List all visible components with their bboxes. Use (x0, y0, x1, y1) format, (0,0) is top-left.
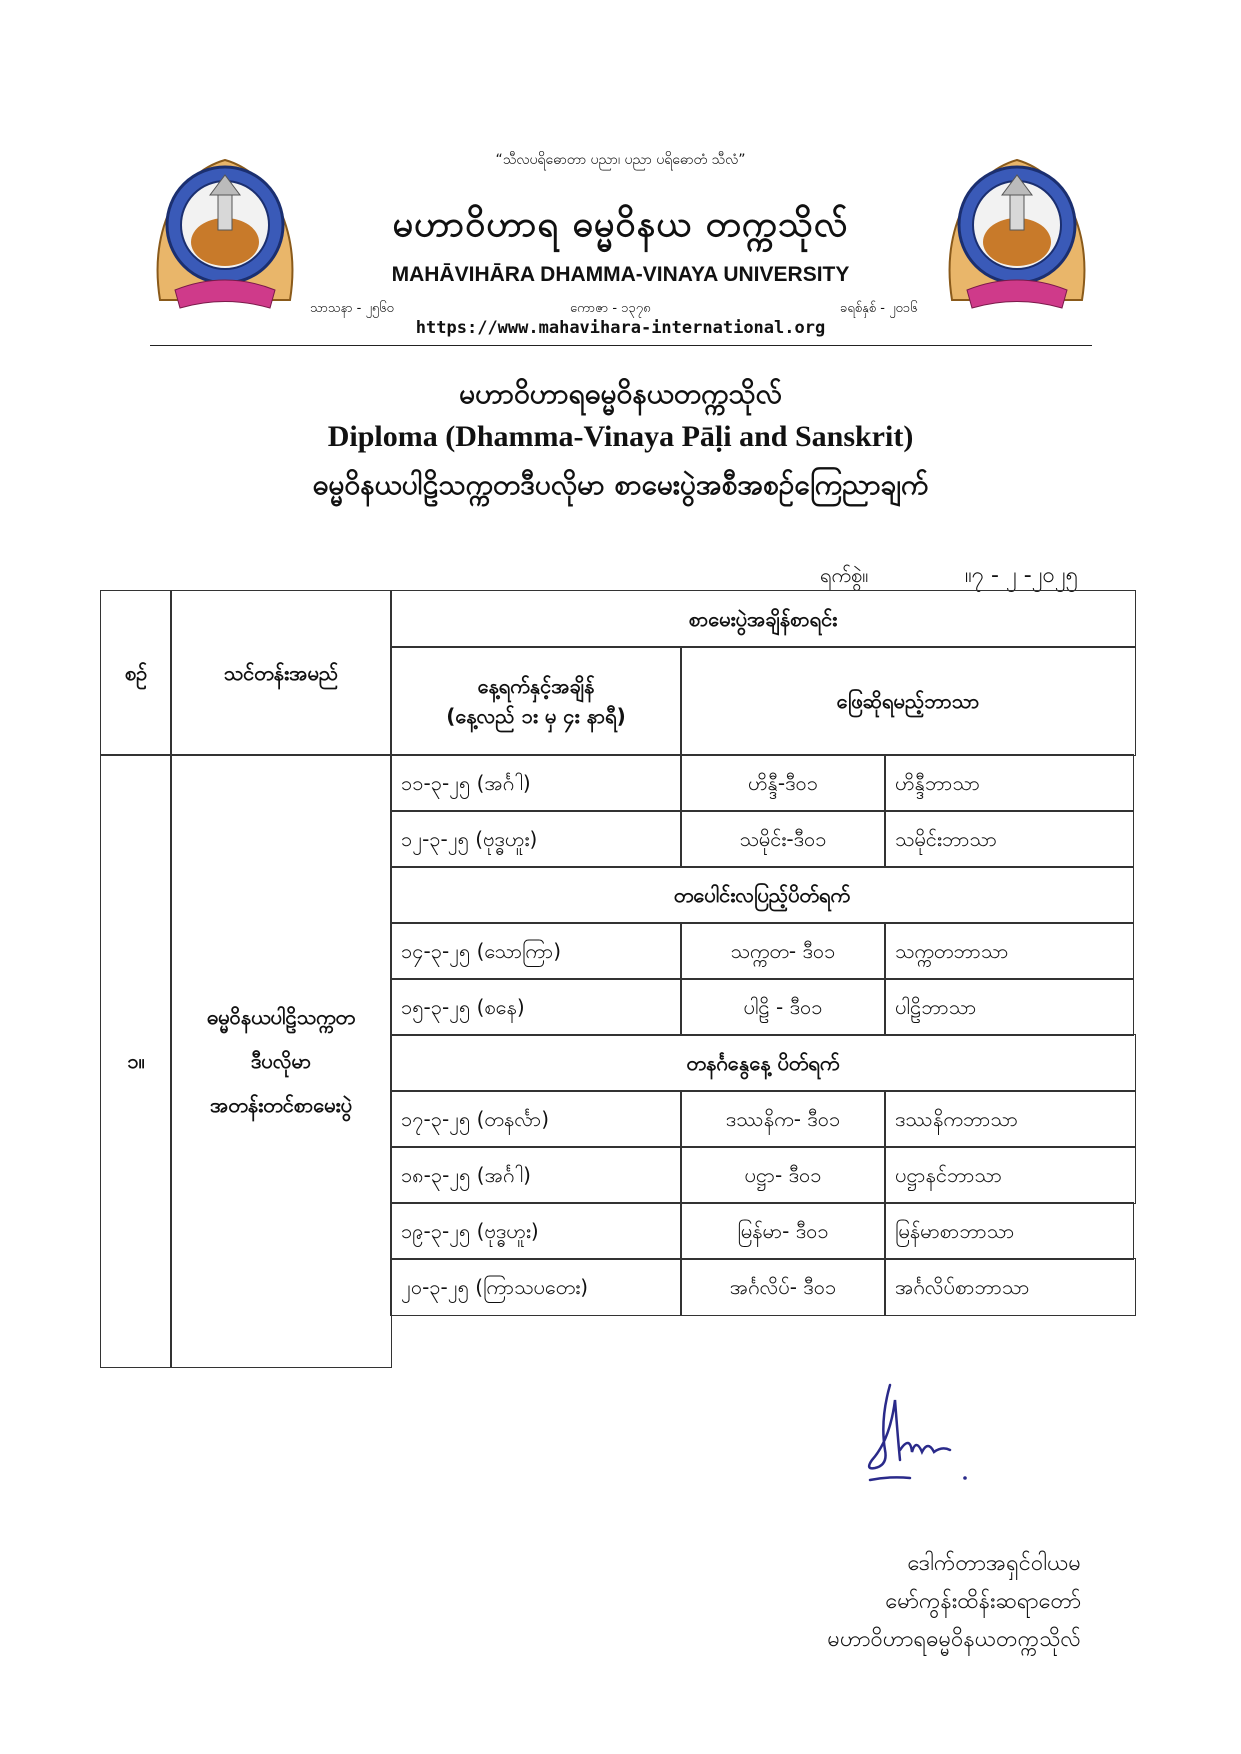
holiday-row-sunday: တနင်္ဂနွေနေ့ ပိတ်ရက် (390, 1034, 1136, 1092)
table-row-code: သမိုင်း-ဒီ၀၁ (680, 810, 886, 868)
table-row-date: ၁၈-၃-၂၅ (အင်္ဂါ) (390, 1146, 682, 1204)
table-row-subject: သမိုင်းဘာသာ (884, 810, 1134, 868)
date-value: ။၇ - ၂ -၂၀၂၅ (965, 563, 1079, 588)
header-schedule: စာမေးပွဲအချိန်စာရင်း (390, 590, 1136, 648)
table-row-code: ဒဿနိက- ဒီ၀၁ (680, 1090, 886, 1148)
table-row-date: ၁၂-၃-၂၅ (ဗုဒ္ဓဟူး) (390, 810, 682, 868)
course-name-line3: အတန်းတင်စာမေးပွဲ (209, 1093, 353, 1117)
table-row-date: ၁၄-၃-၂၅ (သောကြာ) (390, 922, 682, 980)
signature-scribble (850, 1380, 990, 1490)
table-row-code: ပဋ္ဌာ- ဒီ၀၁ (680, 1146, 886, 1204)
table-row-subject: သက္ကတဘာသာ (884, 922, 1134, 980)
header-course: သင်တန်းအမည် (170, 590, 392, 756)
table-row-subject: ပါဠိဘာသာ (884, 978, 1134, 1036)
title-university: မဟာဝိဟာရဓမ္မဝိနယတက္ကသိုလ် (459, 377, 782, 410)
signatory-role: မော်ကွန်းထိန်းဆရာတော် (885, 1589, 1081, 1614)
table-row-subject: မြန်မာစာဘာသာ (884, 1202, 1134, 1260)
website-url[interactable]: https://www.mahavihara-international.org (415, 318, 826, 338)
table-row-date: ၂၀-၃-၂၅ (ကြာသပတေး) (390, 1258, 682, 1316)
course-name-line1: ဓမ္မဝိနယပါဠိသက္ကတ (206, 1005, 356, 1029)
table-row-code: အင်္ဂလိပ်- ဒီ၀၁ (680, 1258, 886, 1316)
title-announcement: ဓမ္မဝိနယပါဠိသက္ကတဒီပလိုမာ စာမေးပွဲအစီအစဉ်ကြေညာချက် (312, 468, 929, 501)
table-row-date: ၁၉-၃-၂၅ (ဗုဒ္ဓဟူး) (390, 1202, 682, 1260)
header-no: စဉ် (100, 590, 172, 756)
header-datetime-line2: (နေ့လည် ၁း မှ ၄း နာရီ) (446, 704, 626, 728)
university-name-myanmar: မဟာဝိဟာရ ဓမ္မဝိနယ တက္ကသိုလ် (392, 204, 849, 245)
table-row-subject: ဟိန္ဒီဘာသာ (884, 754, 1134, 812)
course-name-line2: ဒီပလိုမာ (250, 1049, 312, 1073)
table-row-code: သက္ကတ- ဒီ၀၁ (680, 922, 886, 980)
table-row-date: ၁၁-၃-၂၅ (အင်္ဂါ) (390, 754, 682, 812)
table-row-code: ပါဠိ - ဒီ၀၁ (680, 978, 886, 1036)
table-row-code: ဟိန္ဒီ-ဒီ၀၁ (680, 754, 886, 812)
title-diploma: Diploma (Dhamma-Vinaya Pāḷi and Sanskrit) (327, 420, 914, 453)
signatory-name: ဒေါက်တာအရှင်ဝါယမ (907, 1551, 1081, 1576)
row-number: ၁။ (100, 754, 172, 1368)
course-name (170, 754, 392, 1368)
holiday-row-full-moon: တပေါင်းလပြည့်ပိတ်ရက် (390, 866, 1134, 924)
table-row-date: ၁၅-၃-၂၅ (စနေ) (390, 978, 682, 1036)
table-row-date: ၁၇-၃-၂၅ (တနင်္လာ) (390, 1090, 682, 1148)
header-subject: ဖြေဆိုရမည့်ဘာသာ (680, 646, 1136, 756)
table-row-subject: အင်္ဂလိပ်စာဘာသာ (884, 1258, 1136, 1316)
table-row-subject: ဒဿနိကဘာသာ (884, 1090, 1136, 1148)
era-myanmar: ကောဇာ - ၁၃၇၈ (570, 301, 651, 316)
header-divider (150, 345, 1092, 346)
university-name-english: MAHĀVIHĀRA DHAMMA-VINAYA UNIVERSITY (391, 263, 850, 286)
era-christian: ခရစ်နှစ် - ၂၀၁၆ (840, 301, 918, 316)
table-row-code: မြန်မာ- ဒီ၀၁ (680, 1202, 886, 1260)
era-buddhist: သာသနာ - ၂၅၆၀ (310, 301, 394, 316)
header-datetime (390, 646, 682, 756)
date-label: ရက်စွဲ။ (820, 563, 869, 587)
header-datetime-line1: နေ့ရက်နှင့်အချိန် (477, 674, 595, 698)
motto: “သီလပရိဓောတာ ပညာ၊ ပညာ ပရိဓောတံ သီလံ” (495, 152, 746, 168)
signatory-organization: မဟာဝိဟာရဓမ္မဝိနယတက္ကသိုလ် (827, 1627, 1081, 1652)
table-row-subject: ပဋ္ဌာနင်ဘာသာ (884, 1146, 1136, 1204)
